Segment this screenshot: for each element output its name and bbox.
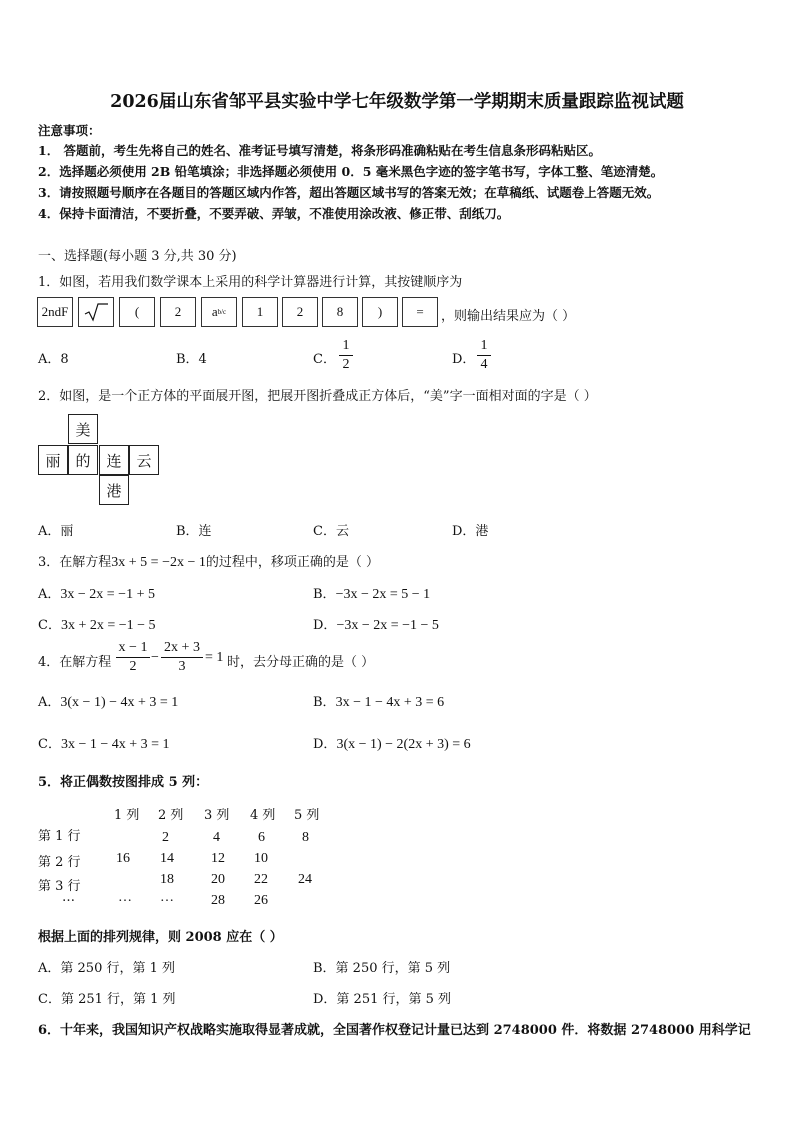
table-cell: … [118, 890, 132, 905]
q3-option-d: D．−3x − 2x = −1 − 5 [313, 618, 439, 633]
notice-item-3: 3．请按照题号顺序在各题目的答题区域内作答，超出答题区域书写的答案无效；在草稿纸、试题卷上答题无效。 [38, 185, 660, 200]
col-header: 1 列 [114, 808, 140, 823]
key-2b: 2 [282, 297, 318, 327]
q2-stem: 2．如图，是一个正方体的平面展开图，把展开图折叠成正方体后，“美”字一面相对面的字是（ ） [38, 389, 597, 404]
q2-option-d: D．港 [452, 524, 489, 539]
net-cell-li: 丽 [38, 445, 68, 475]
notice-item-1: 1． 答题前，考生先将自己的姓名、准考证号填写清楚，将条形码准确粘贴在考生信息条形码粘贴区。 [38, 143, 602, 158]
q2-option-b: B．连 [176, 524, 212, 539]
sqrt-icon [83, 302, 109, 322]
q4-option-c: C．3x − 1 − 4x + 3 = 1 [38, 737, 170, 752]
table-cell: 6 [258, 830, 265, 845]
key-sqrt [78, 297, 114, 327]
key-fraction: a b/c [201, 297, 237, 327]
q1-stem: 1．如图，若用我们数学课本上采用的科学计算器进行计算，其按键顺序为 [38, 275, 463, 290]
q2-option-c: C．云 [313, 524, 349, 539]
row-label: 第 2 行 [38, 855, 81, 870]
q4-fraction-2: 2x + 3 3 [161, 640, 203, 675]
net-cell-yun: 云 [129, 445, 159, 475]
q5-stem: 5．将正偶数按图排成 5 列： [38, 775, 209, 790]
q1-option-d-fraction: 1 4 [477, 338, 491, 373]
table-cell: … [160, 890, 174, 905]
notice-item-2: 2．选择题必须使用 2B 铅笔填涂；非选择题必须使用 0．5 毫米黑色字迹的签字笔书写，字体工整、笔迹清楚。 [38, 164, 664, 179]
key-left-paren: ( [119, 297, 155, 327]
key-1: 1 [242, 297, 278, 327]
net-cell-de: 的 [68, 445, 98, 475]
q1-option-d-label: D． [452, 352, 476, 367]
table-cell: 24 [298, 872, 312, 887]
table-cell: 2 [162, 830, 169, 845]
table-cell: 18 [160, 872, 174, 887]
notice-heading: 注意事项： [38, 123, 101, 138]
row-label: … [62, 890, 75, 905]
q3-option-b: B．−3x − 2x = 5 − 1 [313, 587, 431, 602]
net-cell-mei: 美 [68, 414, 98, 444]
q4-stem-post: 时，去分母正确的是（ ） [227, 655, 375, 670]
q1-option-a: A．8 [38, 352, 69, 367]
table-cell: 4 [213, 830, 220, 845]
table-cell: 8 [302, 830, 309, 845]
col-header: 3 列 [204, 808, 230, 823]
q4-stem-pre: 4．在解方程 [38, 655, 112, 670]
q4-minus: − [151, 650, 159, 665]
q4-fraction-1: x − 1 2 [116, 640, 150, 675]
key-2ndf: 2ndF [37, 297, 73, 327]
q3-option-c: C．3x + 2x = −1 − 5 [38, 618, 156, 633]
q5-option-c: C．第 251 行，第 1 列 [38, 992, 176, 1007]
q4-option-a: A．3(x − 1) − 4x + 3 = 1 [38, 695, 179, 710]
q1-tail: ，则输出结果应为（ ） [441, 309, 576, 324]
page-title: 2026届山东省邹平县实验中学七年级数学第一学期期末质量跟踪监视试题 [110, 92, 684, 112]
q1-option-b: B．4 [176, 352, 207, 367]
col-header: 4 列 [250, 808, 276, 823]
table-cell: 26 [254, 893, 268, 908]
q4-option-d: D．3(x − 1) − 2(2x + 3) = 6 [313, 737, 471, 752]
table-cell: 22 [254, 872, 268, 887]
table-cell: 14 [160, 851, 174, 866]
col-header: 5 列 [294, 808, 320, 823]
table-cell: 12 [211, 851, 225, 866]
q3-equation: 3x + 5 = −2x − 1 [111, 555, 206, 570]
key-8: 8 [322, 297, 358, 327]
q6-stem: 6．十年来，我国知识产权战略实施取得显著成就，全国著作权登记计量已达到 2748000 件．将数据 2748000 用科学记 [38, 1023, 751, 1038]
table-cell: 28 [211, 893, 225, 908]
net-cell-lian: 连 [99, 445, 129, 475]
key-right-paren: ) [362, 297, 398, 327]
section-heading: 一、选择题(每小题 3 分,共 30 分) [38, 249, 237, 264]
net-cell-gang: 港 [99, 475, 129, 505]
key-2: 2 [160, 297, 196, 327]
col-header: 2 列 [158, 808, 184, 823]
row-label: 第 1 行 [38, 829, 81, 844]
q5-option-b: B．第 250 行，第 5 列 [313, 961, 451, 976]
key-equals: = [402, 297, 438, 327]
table-cell: 10 [254, 851, 268, 866]
q3-option-a: A．3x − 2x = −1 + 5 [38, 587, 155, 602]
table-cell: 16 [116, 851, 130, 866]
q5-option-d: D．第 251 行，第 5 列 [313, 992, 452, 1007]
notice-item-4: 4．保持卡面清洁，不要折叠，不要弄破、弄皱，不准使用涂改液、修正带、刮纸刀。 [38, 206, 510, 221]
q5-option-a: A．第 250 行，第 1 列 [38, 961, 176, 976]
q4-equals: = 1 [205, 650, 224, 665]
row-label: 第 3 行 [38, 879, 81, 894]
q4-option-b: B．3x − 1 − 4x + 3 = 6 [313, 695, 445, 710]
table-cell: 20 [211, 872, 225, 887]
q2-option-a: A．丽 [38, 524, 74, 539]
q5-ask: 根据上面的排列规律，则 2008 应在（ ） [38, 930, 283, 945]
q3-stem: 3．在解方程3x + 5 = −2x − 1的过程中，移项正确的是（ ） [38, 555, 380, 570]
q1-option-c-fraction: 1 2 [339, 338, 353, 373]
q1-option-c-label: C． [313, 352, 336, 367]
